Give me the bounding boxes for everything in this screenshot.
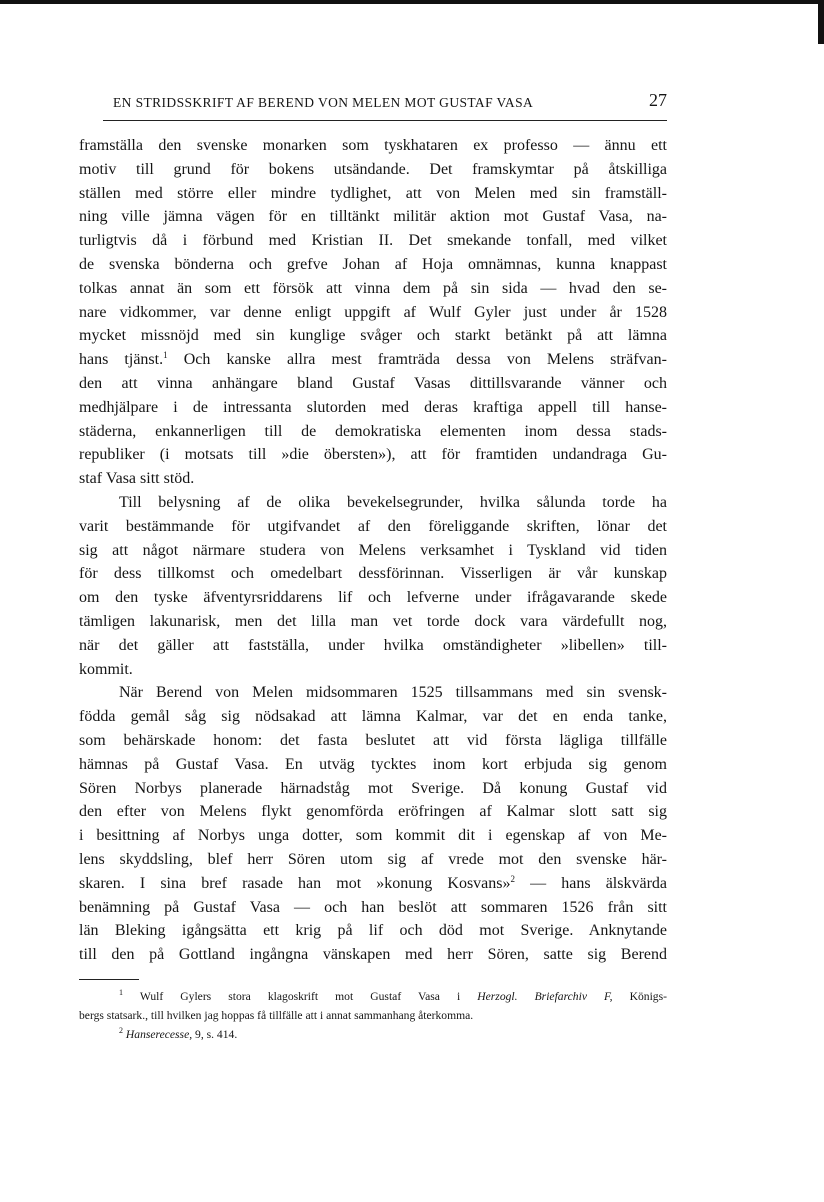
footnote-ref-1[interactable]: 1 — [163, 350, 168, 361]
text-line: Till belysning af de olika bevekelsegrunder, hvilka sålunda torde ha — [119, 493, 667, 511]
text-line: När Berend von Melen midsommaren 1525 tillsammans med sin svensk- — [119, 684, 667, 702]
text-segment: Och kanske allra mest framträda dessa von Melens sträfvan- — [167, 351, 667, 369]
running-header — [103, 92, 667, 121]
page-number: 27 — [649, 90, 667, 110]
text-line: när det gäller att fastställa, under hvilka omständigheter »libellen» till- — [79, 636, 667, 654]
footnotes — [79, 987, 667, 1044]
footnote-citation: Hanserecesse, — [125, 1027, 193, 1041]
text-line: den att vinna anhängare bland Gustaf Vasas dittillsvarande vänner och — [79, 374, 667, 392]
footnote-text: Königs- — [612, 989, 667, 1003]
text-line: tämligen lakunarisk, men det lilla man vet torde dock vara värdefullt nog, — [79, 612, 667, 630]
text-line: den efter von Melens flykt genomförda eröfringen af Kalmar slott satt sig — [79, 803, 667, 821]
text-line: kommit. — [79, 660, 133, 678]
text-line: i besittning af Norbys unga dotter, som kommit dit i egenskap af von Me- — [79, 827, 667, 845]
text-line: mycket missnöjd med sin kunglige svåger och starkt betänkt på att lämna — [79, 327, 667, 345]
text-line: födda gemål såg sig nödsakad att lämna Kalmar, var det en enda tanke, — [79, 708, 667, 726]
text-line: benämning på Gustaf Vasa — och han beslöt att sommaren 1526 från sitt — [79, 898, 667, 916]
text-line: varit bestämmande för utgifvandet af den föreliggande skriften, lönar det — [79, 517, 667, 535]
text-segment: skaren. I sina bref rasade han mot »konung Kosvans» — [79, 874, 511, 892]
footnote-divider — [79, 979, 139, 980]
book-page — [79, 92, 667, 1044]
text-line: staf Vasa sitt stöd. — [79, 470, 195, 488]
text-line: län Bleking igångsätta ett krig på lif och död mot Sverige. Anknytande — [79, 922, 667, 940]
text-line: tolkas annat än som ett försök att vinna dem på sin sida — hvad den se- — [79, 279, 667, 297]
running-title: EN STRIDSSKRIFT AF BEREND VON MELEN MOT GUSTAF VASA — [113, 95, 534, 110]
text-line — [79, 872, 667, 896]
text-line: lens skyddsling, blef herr Sören utom sig af vrede mot den svenske här- — [79, 850, 667, 868]
scan-border-top — [0, 0, 824, 4]
text-segment: — hans älskvärda — [515, 874, 667, 892]
text-segment: hans tjänst. — [79, 351, 164, 369]
text-line: hämnas på Gustaf Vasa. En utväg tycktes inom kort erbjuda sig genom — [79, 755, 667, 773]
text-line: till den på Gottland ingångna vänskapen med herr Sören, satte sig Berend — [79, 946, 667, 964]
text-line — [79, 348, 667, 372]
scan-border-right — [818, 0, 824, 44]
footnote-text: Wulf Gylers stora klagoskrift mot Gustaf Vasa i — [139, 989, 478, 1003]
text-line: ställen med större eller mindre tydlighet, att von Melen med sin framställ- — [79, 184, 667, 202]
footnote-number: 2 — [119, 1025, 123, 1035]
footnote-number: 1 — [119, 987, 123, 997]
text-line: om den tyske äfventyrsriddarens lif och lefverne under ifrågavarande skede — [79, 589, 667, 607]
footnote-1-continued: bergs statsark., till hvilken jag hoppas få tillfälle att i annat sammanhang återkomma. — [79, 1008, 474, 1022]
text-line: nare vidkommer, var denne enligt uppgift af Wulf Gyler just under år 1528 — [79, 303, 667, 321]
text-line: städerna, enkannerligen till de demokratiska elementen inom dessa stads- — [79, 422, 667, 440]
text-line: som behärskade honom: det fasta beslutet att vid första lägliga tillfälle — [79, 731, 667, 749]
text-line: för dess tillkomst och omedelbart dessförinnan. Visserligen är vår kunskap — [79, 565, 667, 583]
text-line: republiker (i motsats till »die öbersten»), att för framtiden undandraga Gu- — [79, 446, 667, 464]
text-line: de svenska bönderna och grefve Johan af Hoja omnämnas, kunna knappast — [79, 255, 667, 273]
footnote-text: 9, s. 414. — [192, 1027, 238, 1041]
footnote-1 — [79, 987, 667, 1006]
text-line: turligtvis då i förbund med Kristian II. Det smekande tonfall, med vilket — [79, 232, 667, 250]
text-line: ning ville jämna vägen för en tilltänkt militär aktion mot Gustaf Vasa, na- — [79, 208, 667, 226]
text-line: motiv till grund för bokens utsändande. Det framskymtar på åtskilliga — [79, 160, 667, 178]
footnote-2 — [79, 1025, 667, 1044]
footnote-ref-2[interactable]: 2 — [510, 873, 516, 884]
body-text — [79, 134, 667, 967]
text-line: sig att något närmare studera von Melens verksamhet i Tyskland vid tiden — [79, 541, 667, 559]
text-line: Sören Norbys planerade härnadståg mot Sverige. Då konung Gustaf vid — [79, 779, 667, 797]
text-line: framställa den svenske monarken som tyskhataren ex professo — ännu ett — [79, 137, 667, 154]
text-line: medhjälpare i de intressanta slutorden med deras kraftiga appell till hanse- — [79, 398, 667, 416]
footnote-citation: Herzogl. Briefarchiv F, — [477, 989, 613, 1003]
